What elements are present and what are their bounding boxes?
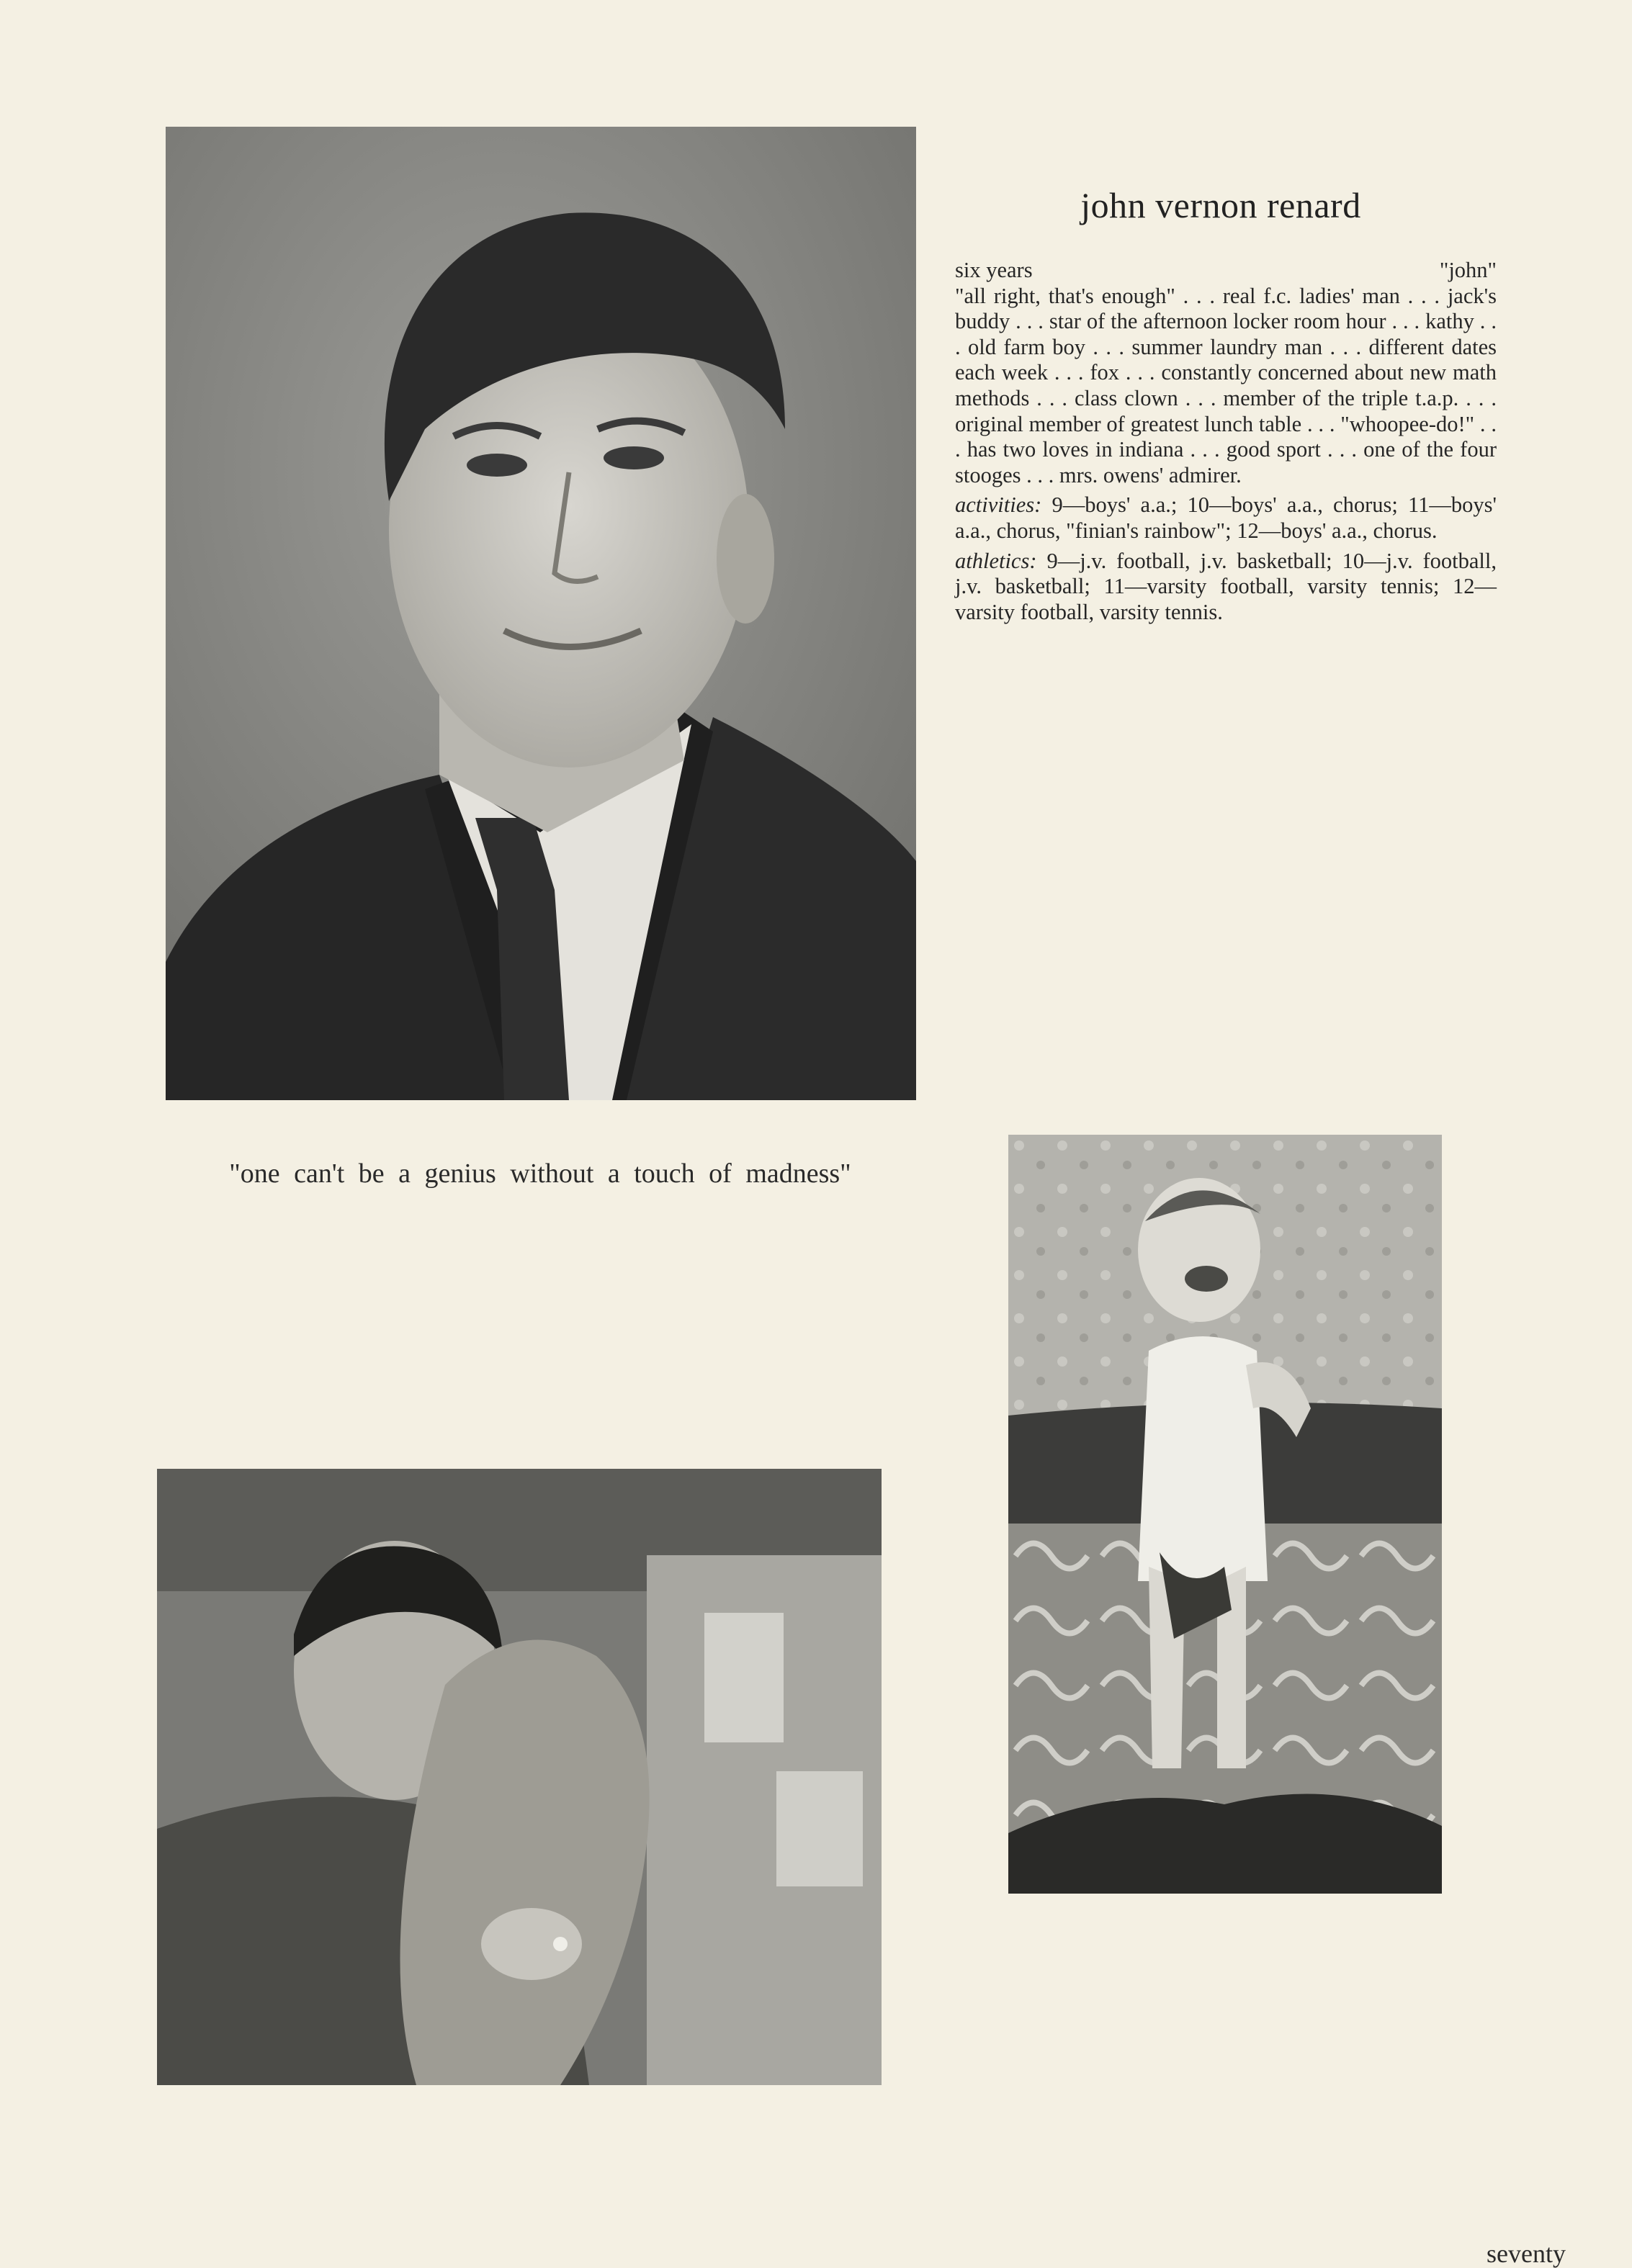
- athletics-text: [955, 549, 1497, 626]
- couple-photo: [157, 1469, 882, 2085]
- nickname: "john": [1439, 258, 1497, 282]
- activities-text: [955, 492, 1497, 544]
- student-bio: [955, 258, 1497, 625]
- student-name: john vernon renard: [1080, 185, 1361, 225]
- years-attended: six years: [955, 258, 1033, 282]
- page-number: seventy: [1487, 2239, 1566, 2268]
- senior-portrait-photo: [166, 127, 916, 1100]
- senior-quote: "one can't be a genius without a touch of madness": [229, 1158, 851, 1189]
- athletics-list: 9—j.v. football, j.v. basketball; 10—j.v. football, j.v. basketball; 11—varsity football, varsity tennis; 12—varsity football, varsity tennis.: [955, 548, 1497, 624]
- activities-list: 9—boys' a.a.; 10—boys' a.a., chorus; 11—boys' a.a., chorus, "finian's rainbow"; 12—boys' a.a., chorus.: [955, 492, 1497, 543]
- bio-description: "all right, that's enough" . . . real f.c. ladies' man . . . jack's buddy . . . star of the afternoon locker room hour . . . kathy . . . old farm boy . . . summer laundry man . . . different dates each week . . . fox . . . constantly concerned about new math methods . . . class clown . . . member of the triple t.a.p. . . . original member of greatest lunch table . . . "whoopee-do!" . . . has two loves in indiana . . . good sport . . . one of the four stooges . . . mrs. owens' admirer.: [955, 283, 1497, 487]
- activities-label: activities:: [955, 492, 1042, 518]
- athletics-label: athletics:: [955, 548, 1037, 573]
- childhood-photo: [1008, 1135, 1442, 1894]
- years-row: [955, 258, 1497, 284]
